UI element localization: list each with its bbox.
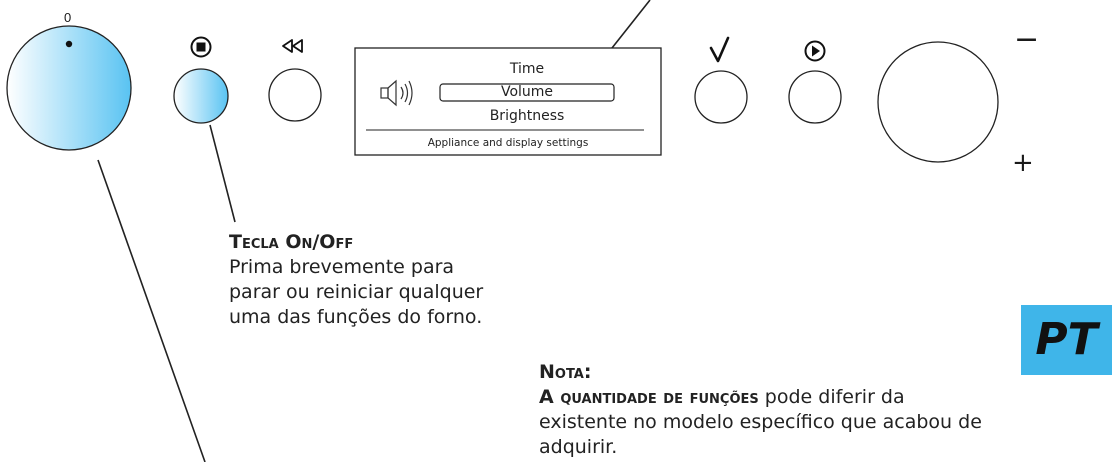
adjust-knob <box>878 42 998 162</box>
plus-label: + <box>1012 148 1034 178</box>
onoff-leader-line <box>210 125 235 222</box>
lcd-item-volume: Volume <box>500 84 554 100</box>
confirm-button <box>695 71 747 123</box>
language-tab: PT <box>1021 305 1112 375</box>
onoff-callout-line: parar ou reiniciar qualquer <box>229 281 484 303</box>
rewind-button <box>269 69 321 121</box>
onoff-callout-line: Prima brevemente para <box>229 256 455 278</box>
knob-indicator-dot <box>66 41 72 47</box>
note-callout-line: existente no modelo específico que acabou de <box>539 411 982 433</box>
knob-zero-label: 0 <box>64 10 72 25</box>
play-button <box>789 71 841 123</box>
note-lead: A quantidade de funções <box>539 386 759 408</box>
note-line1-rest: pode diferir da <box>758 386 905 408</box>
note-callout-line <box>539 385 982 410</box>
play-icon <box>806 42 825 61</box>
display-leader-line <box>612 0 650 48</box>
note-callout-line: adquirir. <box>539 436 618 458</box>
lcd-item-brightness: Brightness <box>489 108 565 124</box>
lcd-item-time: Time <box>509 61 545 77</box>
checkmark-icon <box>711 38 728 61</box>
onoff-callout <box>229 230 483 330</box>
note-callout <box>539 360 982 460</box>
onoff-callout-title: Tecla On/Off <box>229 231 354 253</box>
knob-leader-line <box>98 160 205 462</box>
minus-label: − <box>1014 22 1040 57</box>
rewind-icon <box>283 40 302 52</box>
lcd-footer-text: Appliance and display settings <box>427 137 589 149</box>
onoff-button <box>174 69 228 123</box>
stop-icon <box>192 38 211 57</box>
note-callout-title: Nota: <box>539 361 592 383</box>
onoff-callout-line: uma das funções do forno. <box>229 306 483 328</box>
